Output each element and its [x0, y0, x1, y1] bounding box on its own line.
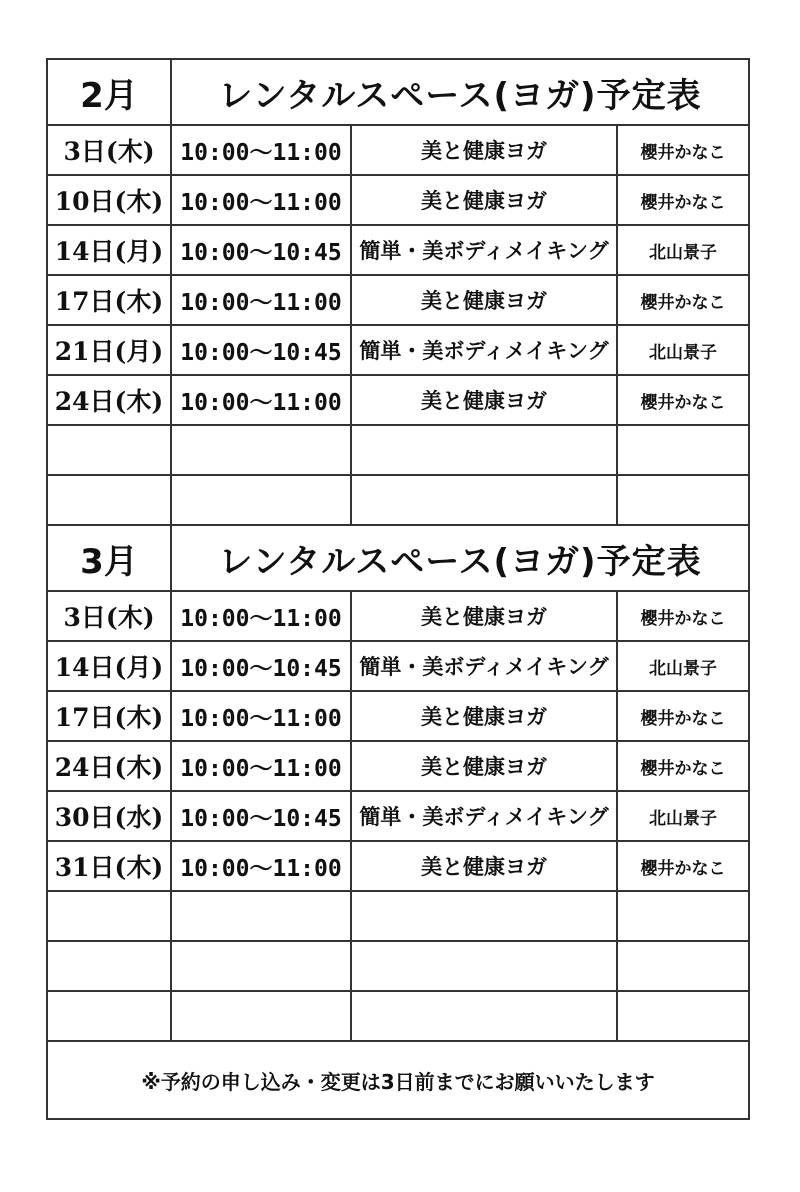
time-cell — [171, 475, 351, 525]
time-cell: 10:00～10:45 — [171, 641, 351, 691]
instructor-cell — [617, 891, 749, 941]
date-cell: 3日(木) — [47, 125, 171, 175]
schedule-title: レンタルスペース(ヨガ)予定表 — [171, 59, 749, 125]
class-cell: 美と健康ヨガ — [351, 841, 617, 891]
instructor-cell: 櫻井かなこ — [617, 741, 749, 791]
schedule-row — [47, 741, 749, 791]
schedule-row — [47, 125, 749, 175]
schedule-row — [47, 175, 749, 225]
schedule-row-empty — [47, 941, 749, 991]
schedule-row — [47, 641, 749, 691]
time-cell: 10:00～10:45 — [171, 325, 351, 375]
footer-note: ※予約の申し込み・変更は3日前までにお願いいたします — [47, 1041, 749, 1119]
time-cell: 10:00～11:00 — [171, 275, 351, 325]
class-cell: 美と健康ヨガ — [351, 591, 617, 641]
instructor-cell — [617, 991, 749, 1041]
date-cell: 21日(月) — [47, 325, 171, 375]
instructor-cell — [617, 475, 749, 525]
time-cell: 10:00～10:45 — [171, 791, 351, 841]
class-cell: 簡単・美ボディメイキング — [351, 225, 617, 275]
class-cell: 美と健康ヨガ — [351, 375, 617, 425]
date-cell: 10日(木) — [47, 175, 171, 225]
time-cell: 10:00～11:00 — [171, 691, 351, 741]
time-cell — [171, 891, 351, 941]
instructor-cell: 櫻井かなこ — [617, 275, 749, 325]
date-cell: 31日(木) — [47, 841, 171, 891]
date-cell: 14日(月) — [47, 641, 171, 691]
time-cell — [171, 991, 351, 1041]
class-cell: 美と健康ヨガ — [351, 691, 617, 741]
date-cell — [47, 891, 171, 941]
time-cell: 10:00～11:00 — [171, 175, 351, 225]
date-cell — [47, 425, 171, 475]
month-label: 2月 — [47, 59, 171, 125]
footer-note-row — [47, 1041, 749, 1119]
schedule-title: レンタルスペース(ヨガ)予定表 — [171, 525, 749, 591]
instructor-cell: 櫻井かなこ — [617, 691, 749, 741]
date-cell: 24日(木) — [47, 375, 171, 425]
class-cell: 美と健康ヨガ — [351, 125, 617, 175]
class-cell: 簡単・美ボディメイキング — [351, 641, 617, 691]
time-cell: 10:00～11:00 — [171, 125, 351, 175]
schedule-row-empty — [47, 475, 749, 525]
instructor-cell: 北山景子 — [617, 791, 749, 841]
instructor-cell: 櫻井かなこ — [617, 591, 749, 641]
class-cell: 美と健康ヨガ — [351, 741, 617, 791]
class-cell: 簡単・美ボディメイキング — [351, 325, 617, 375]
schedule-row — [47, 375, 749, 425]
month-header-feb — [47, 59, 749, 125]
time-cell — [171, 425, 351, 475]
class-cell — [351, 425, 617, 475]
date-cell: 17日(木) — [47, 275, 171, 325]
class-cell — [351, 891, 617, 941]
schedule-row — [47, 325, 749, 375]
date-cell — [47, 941, 171, 991]
instructor-cell — [617, 941, 749, 991]
class-cell — [351, 991, 617, 1041]
date-cell: 14日(月) — [47, 225, 171, 275]
schedule-row — [47, 691, 749, 741]
class-cell — [351, 941, 617, 991]
time-cell — [171, 941, 351, 991]
instructor-cell: 櫻井かなこ — [617, 841, 749, 891]
schedule-row — [47, 225, 749, 275]
instructor-cell: 北山景子 — [617, 325, 749, 375]
date-cell: 30日(水) — [47, 791, 171, 841]
date-cell: 17日(木) — [47, 691, 171, 741]
instructor-cell: 櫻井かなこ — [617, 175, 749, 225]
class-cell: 簡単・美ボディメイキング — [351, 791, 617, 841]
schedule-row — [47, 275, 749, 325]
date-cell: 24日(木) — [47, 741, 171, 791]
date-cell: 3日(木) — [47, 591, 171, 641]
class-cell — [351, 475, 617, 525]
schedule-row-empty — [47, 891, 749, 941]
schedule-row-empty — [47, 425, 749, 475]
schedule-table — [46, 58, 750, 1120]
class-cell: 美と健康ヨガ — [351, 275, 617, 325]
schedule-row-empty — [47, 991, 749, 1041]
instructor-cell — [617, 425, 749, 475]
date-cell — [47, 475, 171, 525]
time-cell: 10:00～11:00 — [171, 375, 351, 425]
instructor-cell: 北山景子 — [617, 641, 749, 691]
schedule-sheet — [46, 58, 748, 1120]
schedule-row — [47, 591, 749, 641]
class-cell: 美と健康ヨガ — [351, 175, 617, 225]
instructor-cell: 櫻井かなこ — [617, 375, 749, 425]
time-cell: 10:00～11:00 — [171, 741, 351, 791]
schedule-row — [47, 791, 749, 841]
schedule-row — [47, 841, 749, 891]
month-label: 3月 — [47, 525, 171, 591]
instructor-cell: 櫻井かなこ — [617, 125, 749, 175]
instructor-cell: 北山景子 — [617, 225, 749, 275]
time-cell: 10:00～11:00 — [171, 591, 351, 641]
date-cell — [47, 991, 171, 1041]
time-cell: 10:00～11:00 — [171, 841, 351, 891]
month-header-mar — [47, 525, 749, 591]
time-cell: 10:00～10:45 — [171, 225, 351, 275]
